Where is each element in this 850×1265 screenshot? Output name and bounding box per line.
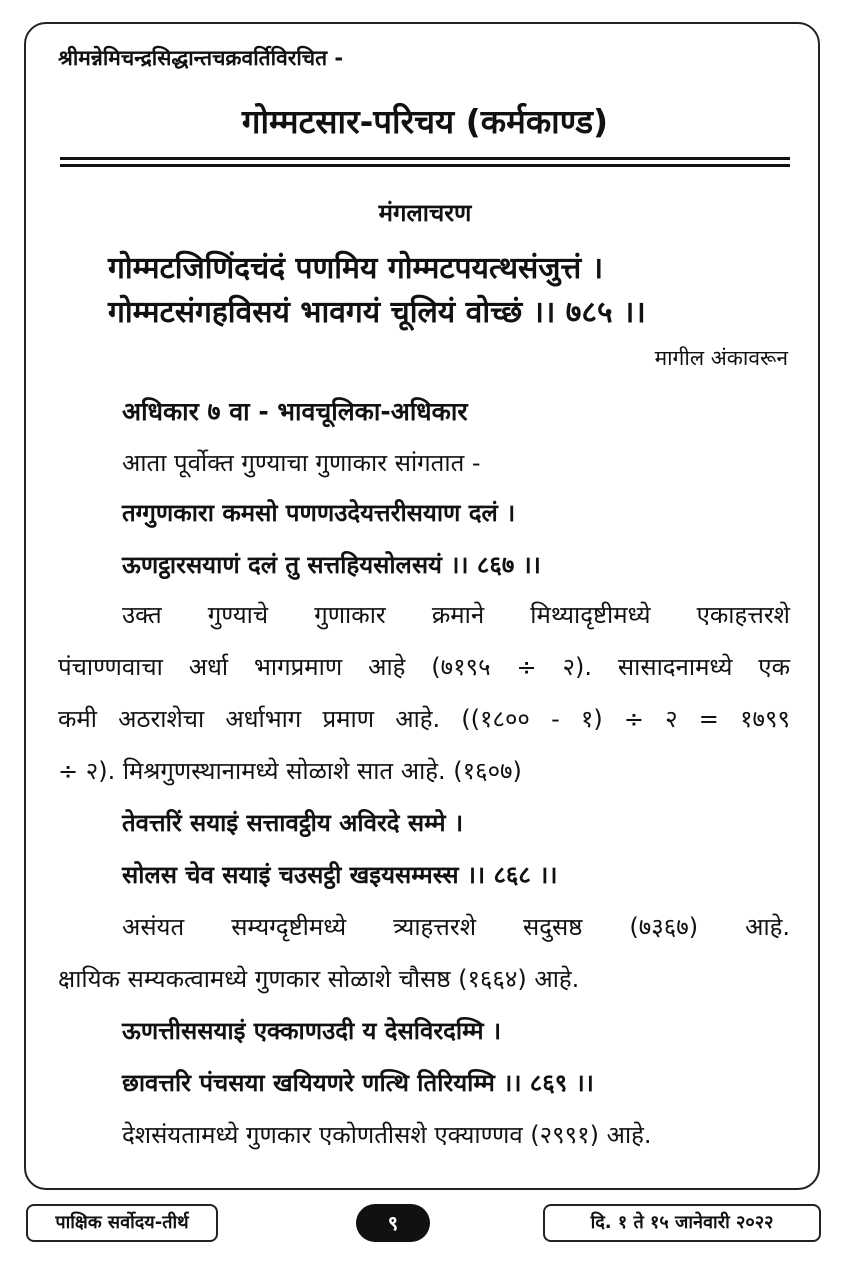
title-rule-top — [60, 157, 790, 160]
paragraph-1-line-1: उक्त गुण्याचे गुणाकार क्रमाने मिथ्यादृष्टीमध्ये एकाहत्तरशे — [122, 601, 790, 629]
verse-867-line-1: तग्गुणकारा कमसो पणणउदेयत्तरीसयाण दलं । — [122, 499, 516, 527]
title-rule-bottom — [60, 164, 790, 167]
verse-868-line-1: तेवत्तरिं सयाइं सत्तावट्ठीय अविरदे सम्मे । — [122, 809, 464, 837]
chapter-heading: अधिकार ७ वा - भावचूलिका-अधिकार — [122, 397, 468, 426]
verse-869-line-1: ऊणत्तीससयाइं एक्काणउदी य देसविरदम्मि । — [122, 1017, 502, 1045]
section-heading: मंगलाचरण — [378, 199, 472, 227]
mangal-verse-line-1: गोम्मटजिणिंदचंदं पणमिय गोम्मटपयत्थसंजुत्तं । — [108, 251, 604, 286]
paragraph-3: देशसंयतामध्ये गुणकार एकोणतीसशे एक्याण्णव (२९९१) आहे. — [122, 1121, 652, 1149]
author-line: श्रीमन्नेमिचन्द्रसिद्धान्तचक्रवर्तिविरचित - — [58, 46, 344, 70]
continued-note: मागील अंकावरून — [654, 346, 788, 370]
verse-869-line-2: छावत्तरि पंचसया खयियणरे णत्थि तिरियम्मि ।। ८६९ ।। — [122, 1069, 594, 1097]
verse-867-line-2: ऊणट्ठारसयाणं दलं तु सत्तहियसोलसयं ।। ८६७ ।। — [122, 551, 541, 579]
mangal-verse-line-2: गोम्मटसंगहविसयं भावगयं चूलियं वोच्छं ।। ७८५ ।। — [108, 295, 646, 330]
verse-868-line-2: सोलस चेव सयाइं चउसट्ठी खइयसम्मस्स ।। ८६८ ।। — [122, 861, 558, 889]
paragraph-1-line-3: कमी अठराशेचा अर्धाभाग प्रमाण आहे. ((१८०० - १) ÷ २ = १७९९ — [58, 705, 790, 733]
magazine-name: पाक्षिक सर्वोदय-तीर्थ — [26, 1204, 218, 1242]
page-number: ९ — [356, 1204, 430, 1242]
paragraph-1-line-2: पंचाण्णवाचा अर्धा भागप्रमाण आहे (७१९५ ÷ २). सासादनामध्ये एक — [58, 653, 790, 681]
paragraph-2-line-2: क्षायिक सम्यकत्वामध्ये गुणकार सोळाशे चौसष्ठ (१६६४) आहे. — [58, 965, 580, 993]
intro-line: आता पूर्वोक्त गुण्याचा गुणाकार सांगतात - — [122, 449, 481, 477]
page-title: गोम्मटसार-परिचय (कर्मकाण्ड) — [241, 102, 609, 141]
paragraph-1-line-4: ÷ २). मिश्रगुणस्थानामध्ये सोळाशे सात आहे. (१६०७) — [58, 757, 522, 785]
paragraph-2-line-1: असंयत सम्यग्दृष्टीमध्ये त्र्याहत्तरशे सदुसष्ठ (७३६७) आहे. — [122, 913, 790, 941]
issue-date: दि. १ ते १५ जानेवारी २०२२ — [543, 1204, 821, 1242]
